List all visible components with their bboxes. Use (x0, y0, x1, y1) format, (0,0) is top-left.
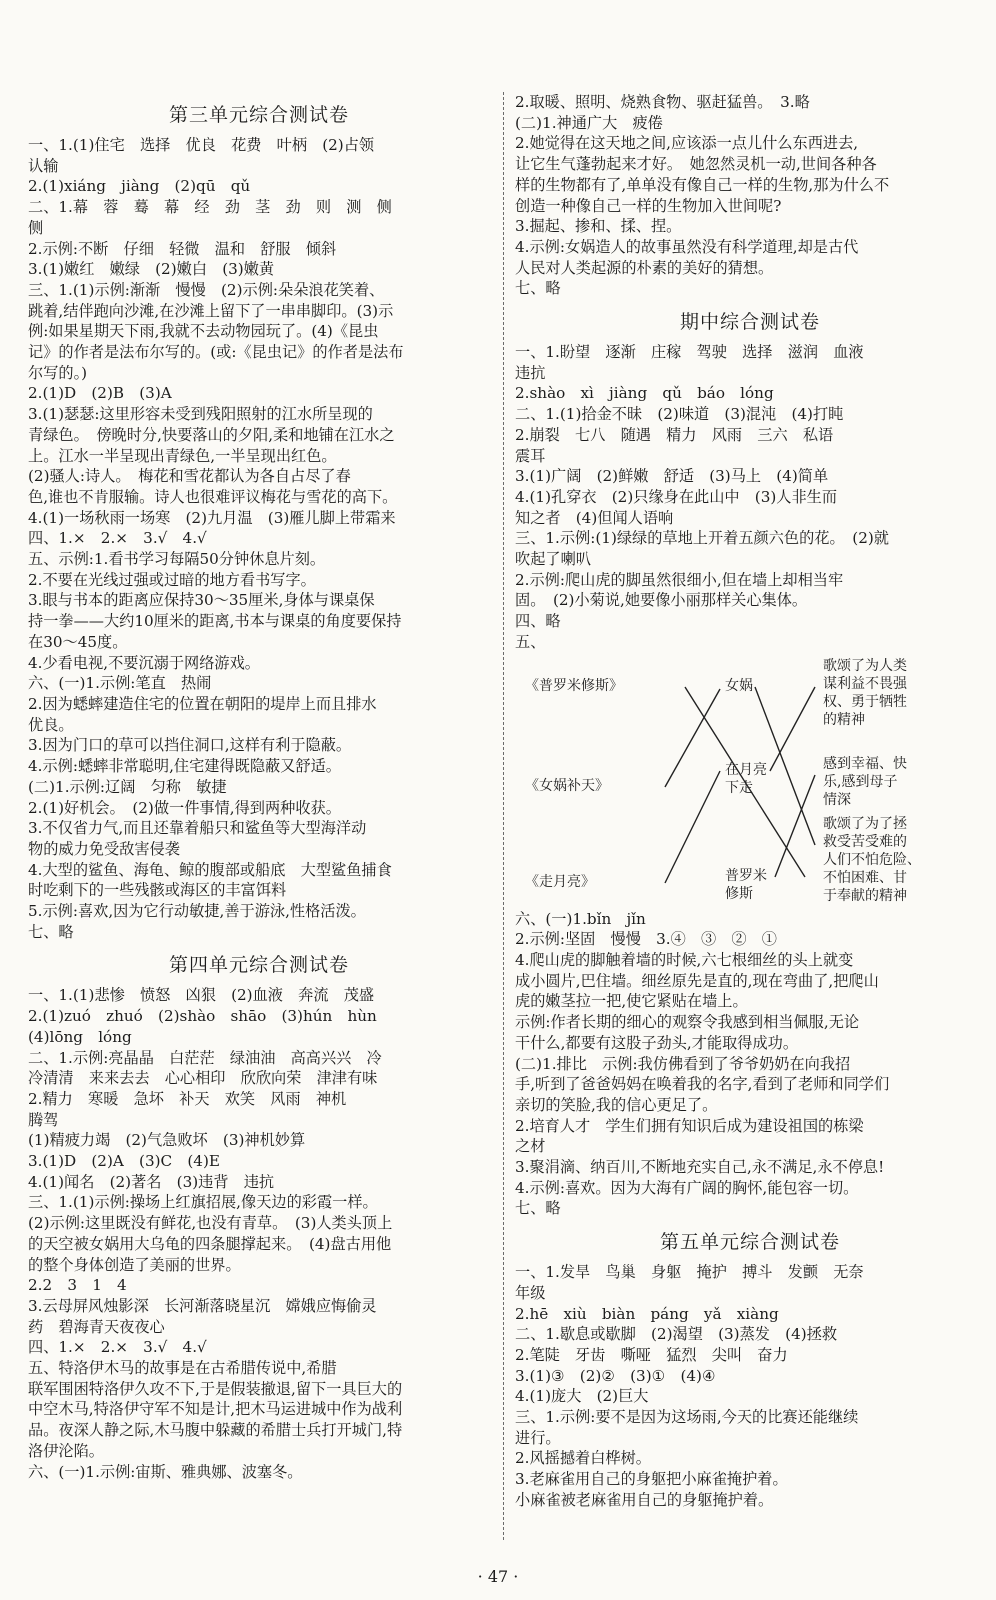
answer-line: 4.(1)闻名 (2)著名 (3)违背 违抗 (28, 1172, 275, 1191)
answer-line: 2.2 3 1 4 (28, 1276, 127, 1295)
answer-line: 3.聚涓滴、纳百川,不断地充实自己,永不满足,永不停息! (515, 1158, 885, 1177)
answer-line: 2.shào xì jiàng qǔ báo lóng (515, 384, 774, 403)
match-work-title: 《女娲补天》 (525, 777, 609, 794)
answer-line: 五、示例:1.看书学习每隔50分钟休息片刻。 (28, 550, 326, 569)
answer-line: 二、1.幕 蓉 蓦 幕 经 劲 茎 劲 则 测 侧 (28, 198, 392, 217)
answer-line: 2.(1)xiáng jiàng (2)qū qǔ (28, 177, 251, 196)
answer-line: 例:如果星期天下雨,我就不去动物园玩了。(4)《昆虫 (28, 322, 379, 341)
answer-line: 上。江水一半呈现出青绿色,一半呈现出红色。 (28, 446, 337, 465)
answer-line: 五、特洛伊木马的故事是在古希腊传说中,希腊 (28, 1359, 337, 1378)
answer-line: 六、(一)1.bǐn jǐn (515, 909, 646, 928)
answer-line: 七、略 (515, 1199, 561, 1218)
answer-line: 让它生气蓬勃起来才好。 她忽然灵机一动,世间各种各 (515, 155, 877, 174)
answer-line: 四、略 (515, 612, 561, 631)
answer-line: 进行。 (515, 1428, 561, 1447)
answer-line: 3.(1)③ (2)② (3)① (4)④ (515, 1366, 716, 1385)
left-column (28, 92, 490, 1550)
answer-line: 一、1.(1)悲惨 愤怒 凶狠 (2)血液 奔流 茂盛 (28, 986, 375, 1005)
answer-line: 三、1.(1)示例:渐渐 慢慢 (2)示例:朵朵浪花笑着、 (28, 280, 385, 299)
answer-line: 侧 (28, 218, 44, 237)
match-work-title: 《普罗米修斯》 (525, 677, 623, 694)
answer-line: 吹起了喇叭 (515, 550, 591, 569)
answer-line: 干什么,都要有这股子劲头,才能取得成功。 (515, 1033, 799, 1052)
answer-line: 4.(1)庞大 (2)巨大 (515, 1387, 649, 1406)
answer-line: 样的生物都有了,单单没有像自己一样的生物,那为什么不 (515, 175, 890, 194)
answer-line: 震耳 (515, 446, 546, 465)
answer-line: 4.(1)孔穿衣 (2)只缘身在此山中 (3)人非生而 (515, 487, 838, 506)
answer-line: 知之者 (4)但闻人语响 (515, 508, 674, 527)
match-theme: 感到幸福、快 乐,感到母子 情深 (823, 755, 907, 808)
answer-line: 中空木马,特洛伊守军不知是计,把木马运进城中作为战利 (28, 1400, 403, 1419)
match-connector (770, 687, 815, 771)
answer-line: 4.示例:喜欢。因为大海有广阔的胸怀,能包容一切。 (515, 1178, 859, 1197)
answer-line: 药 碧海青天夜夜心 (28, 1317, 165, 1336)
answer-line: 2.示例:坚固 慢慢 3.④ ③ ② ① (515, 930, 777, 949)
answer-line: 3.云母屏风烛影深 长河渐落晓星沉 嫦娥应悔偷灵 (28, 1296, 377, 1315)
answer-line: 3.(1)D (2)A (3)C (4)E (28, 1152, 220, 1171)
answer-line: (二)1.示例:辽阔 匀称 敏捷 (28, 777, 227, 796)
answer-line: 一、1.盼望 逐渐 庄稼 驾驶 选择 滋润 血液 (515, 343, 864, 362)
answer-line: 四、1.× 2.× 3.√ 4.√ (28, 529, 207, 548)
section-title: 第四单元综合测试卷 (168, 954, 349, 977)
answer-line: 2.崩裂 七八 随遇 精力 风雨 三六 私语 (515, 425, 834, 444)
answer-line: 七、略 (28, 922, 74, 941)
answer-line: 3.(1)嫩红 嫩绿 (2)嫩白 (3)嫩黄 (28, 260, 275, 279)
answer-line: (2)示例:这里既没有鲜花,也没有青草。 (3)人类头顶上 (28, 1214, 393, 1233)
answer-line: 4.示例:蟋蟀非常聪明,住宅建得既隐蔽又舒适。 (28, 757, 341, 776)
answer-line: 色,谁也不肯服输。诗人也很难评议梅花与雪花的高下。 (28, 487, 398, 506)
answer-line: 手,听到了爸爸妈妈在唤着我的名字,看到了老师和同学们 (515, 1075, 890, 1094)
answer-line: 腾驾 (28, 1110, 59, 1129)
answer-line: 七、略 (515, 279, 561, 298)
answer-line: 2.精力 寒暖 急坏 补天 欢笑 风雨 神机 (28, 1089, 347, 1108)
answer-line: 的整个身体创造了美丽的世界。 (28, 1255, 241, 1274)
answer-line: (二)1.排比 示例:我仿佛看到了爷爷奶奶在向我招 (515, 1054, 851, 1073)
answer-line: 三、1.示例:(1)绿绿的草地上开着五颜六色的花。 (2)就 (515, 529, 889, 548)
answer-line: 冷清清 来来去去 心心相印 欣欣向荣 津津有味 (28, 1069, 378, 1088)
answer-line: 2.示例:不断 仔细 轻微 温和 舒服 倾斜 (28, 239, 337, 258)
match-theme: 歌颂了为了拯 救受苦受难的 人们不怕危险、 不怕困难、甘 于奉献的精神 (823, 815, 921, 904)
answer-line: 的天空被女娲用大乌龟的四条腿撑起来。 (4)盘古用他 (28, 1234, 392, 1253)
answer-line: 3.眼与书本的距离应保持30～35厘米,身体与课桌保 (28, 591, 375, 610)
answer-line: 在30～45度。 (28, 632, 128, 651)
answer-line: 示例:作者长期的细心的观察令我感到相当佩服,无论 (515, 1013, 860, 1032)
answer-line: 尔写的。) (28, 363, 88, 382)
answer-line: (二)1.神通广大 疲倦 (515, 113, 663, 132)
answer-line: 3.(1)瑟瑟:这里形容未受到残阳照射的江水所呈现的 (28, 405, 373, 424)
answer-line: 4.爬山虎的脚触着墙的时候,六七根细丝的头上就变 (515, 950, 854, 969)
answer-line: 之材 (515, 1137, 546, 1156)
answer-line: 2.(1)D (2)B (3)A (28, 384, 172, 403)
answer-line: 2.笔陡 牙齿 嘶哑 猛烈 尖叫 奋力 (515, 1345, 788, 1364)
answer-line: 2.(1)zuó zhuó (2)shào shāo (3)hún hùn (28, 1007, 377, 1026)
match-character: 女娲 (725, 677, 753, 694)
answer-line: 小麻雀被老麻雀用自己的身躯掩护着。 (515, 1490, 774, 1509)
answer-line: 四、1.× 2.× 3.√ 4.√ (28, 1338, 207, 1357)
answer-line: 2.她觉得在这天地之间,应该添一点儿什么东西进去, (515, 134, 859, 153)
match-connector (665, 771, 720, 883)
answer-line: 青绿色。 傍晚时分,快要落山的夕阳,柔和地铺在江水之 (28, 425, 395, 444)
answer-line: 一、1.发旱 鸟巢 身躯 掩护 搏斗 发颤 无奈 (515, 1263, 864, 1282)
answer-line: 3.不仅省力气,而且还靠着船只和鲨鱼等大型海洋动 (28, 819, 367, 838)
answer-line: 二、1.歇息或歇脚 (2)渴望 (3)蒸发 (4)拯救 (515, 1325, 838, 1344)
answer-line: 虎的嫩茎拉一把,使它紧贴在墙上。 (515, 992, 748, 1011)
answer-line: 4.(1)一场秋雨一场寒 (2)九月温 (3)雁儿脚上带霜来 (28, 508, 396, 527)
answer-line: 三、1.(1)示例:操场上红旗招展,像天边的彩霞一样。 (28, 1193, 378, 1212)
answer-line: 2.风摇撼着白桦树。 (515, 1449, 651, 1468)
match-work-title: 《走月亮》 (525, 873, 595, 890)
answer-line: 品。夜深人静之际,木马腹中躲藏的希腊士兵打开城门,特 (28, 1421, 403, 1440)
answer-line: 3.掘起、掺和、揉、捏。 (515, 217, 682, 236)
answer-line: 2.不要在光线过强或过暗的地方看书写字。 (28, 570, 316, 589)
right-column (515, 92, 985, 1550)
answer-line: 创造一种像自己一样的生物加入世间呢? (515, 196, 782, 215)
answer-line: 违抗 (515, 363, 546, 382)
answer-line: 4.少看电视,不要沉溺于网络游戏。 (28, 653, 260, 672)
answer-line: 三、1.示例:要不是因为这场雨,今天的比赛还能继续 (515, 1408, 859, 1427)
section-title: 第三单元综合测试卷 (168, 104, 349, 126)
answer-line: 2.取暖、照明、烧熟食物、驱赶猛兽。 3.略 (515, 93, 810, 111)
answer-line: 六、(一)1.示例:宙斯、雅典娜、波塞冬。 (28, 1462, 303, 1481)
answer-line: 跳着,结伴跑向沙滩,在沙滩上留下了一串串脚印。(3)示 (28, 301, 394, 320)
answer-line: 2.hē xiù biàn páng yǎ xiàng (515, 1304, 779, 1323)
matching-exercise (515, 655, 985, 907)
match-connector (665, 689, 720, 787)
answer-line: 4.示例:女娲造人的故事虽然没有科学道理,却是古代 (515, 237, 859, 256)
match-character: 在月亮 下走 (725, 761, 767, 796)
answer-line: 联军围困特洛伊久攻不下,于是假装撤退,留下一具巨大的 (28, 1379, 403, 1398)
answer-line: 固。 (2)小菊说,她要像小丽那样关心集体。 (515, 591, 808, 610)
answer-line: 洛伊沦陷。 (28, 1441, 104, 1460)
answer-line: 二、1.(1)拾金不昧 (2)味道 (3)混沌 (4)打盹 (515, 405, 844, 424)
column-divider (503, 92, 504, 1540)
answer-line: 2.因为蟋蟀建造住宅的位置在朝阳的堤岸上而且排水 (28, 694, 377, 713)
answer-line: 4.大型的鲨鱼、海龟、鲸的腹部或船底 大型鲨鱼捕食 (28, 860, 392, 879)
match-theme: 歌颂了为人类 谋利益不畏强 权、勇于牺牲 的精神 (823, 657, 907, 728)
answer-line: 2.(1)好机会。 (2)做一件事情,得到两种收获。 (28, 798, 341, 817)
section-title: 第五单元综合测试卷 (659, 1231, 840, 1254)
answer-line: 持一拳——大约10厘米的距离,书本与课桌的角度要保持 (28, 612, 402, 631)
answer-line: 亲切的笑脸,我的信心更足了。 (515, 1095, 718, 1114)
answer-line: 3.因为门口的草可以挡住洞口,这样有利于隐蔽。 (28, 736, 352, 755)
answer-line: 二、1.示例:亮晶晶 白茫茫 绿油油 高高兴兴 冷 (28, 1048, 382, 1067)
page-number: · 47 · (477, 1567, 519, 1586)
answer-line: 2.培育人才 学生们拥有知识后成为建设祖国的栋梁 (515, 1116, 864, 1135)
answer-line: 5.示例:喜欢,因为它行动敏捷,善于游泳,性格活泼。 (28, 902, 366, 921)
answer-line: 记》的作者是法布尔写的。(或:《昆虫记》的作者是法布 (28, 343, 404, 362)
answer-line: 人民对人类起源的朴素的美好的猜想。 (515, 258, 774, 277)
answer-line: (2)骚人:诗人。 梅花和雪花都认为各自占尽了春 (28, 467, 351, 486)
section-title: 期中综合测试卷 (679, 311, 820, 334)
answer-line: 成小圆片,巴住墙。细丝原先是直的,现在弯曲了,把爬山 (515, 971, 879, 990)
answer-line: 年级 (515, 1283, 546, 1302)
answer-line: 物的威力免受敌害侵袭 (28, 839, 180, 858)
answer-line: 2.示例:爬山虎的脚虽然很细小,但在墙上却相当牢 (515, 570, 844, 589)
answer-line: 认输 (28, 156, 59, 175)
match-character: 普罗米 修斯 (725, 867, 767, 902)
answer-line: 六、(一)1.示例:笔直 热闹 (28, 674, 212, 693)
answer-line: (1)精疲力竭 (2)气急败坏 (3)神机妙算 (28, 1131, 306, 1150)
answer-line: 优良。 (28, 715, 74, 734)
answer-line: 3.(1)广阔 (2)鲜嫩 舒适 (3)马上 (4)简单 (515, 467, 829, 486)
answer-line: 时吃剩下的一些残骸或海区的丰富饵料 (28, 881, 287, 900)
answer-line: 3.老麻雀用自己的身躯把小麻雀掩护着。 (515, 1470, 788, 1489)
answer-line: 五、 (515, 632, 546, 651)
answer-line: (4)lōng lóng (28, 1027, 132, 1046)
answer-line: 一、1.(1)住宅 选择 优良 花费 叶柄 (2)占领 (28, 136, 375, 154)
